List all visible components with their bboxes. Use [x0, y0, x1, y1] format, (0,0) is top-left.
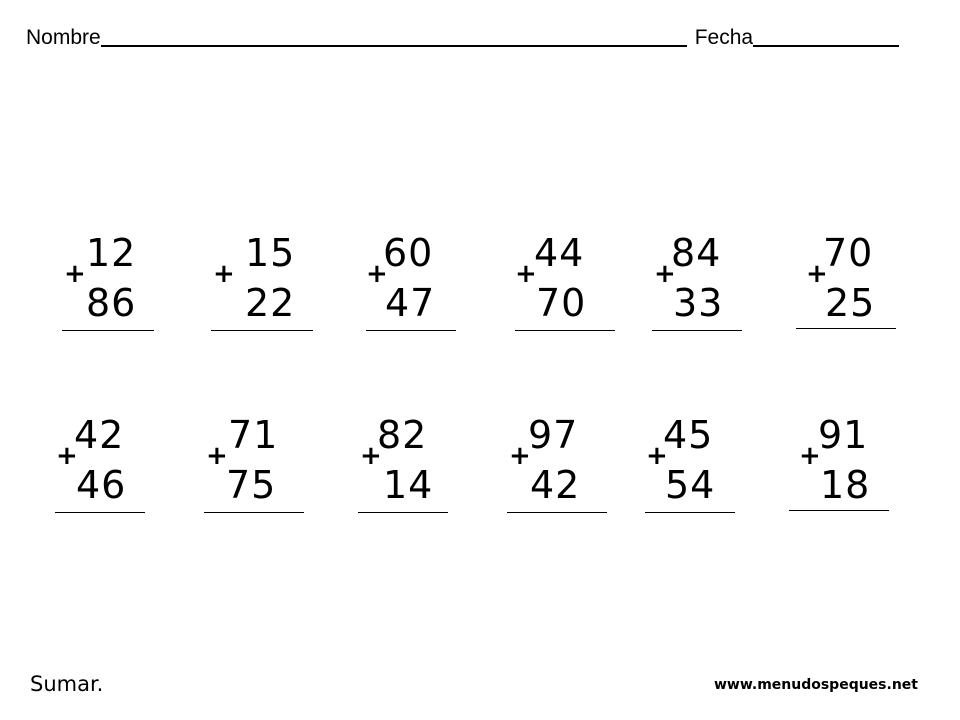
addend-top: 45 — [663, 413, 714, 457]
addition-problem — [206, 415, 316, 525]
plus-sign: + — [366, 259, 388, 289]
addition-problem — [646, 415, 756, 525]
plus-sign: + — [646, 441, 668, 471]
answer-line — [652, 330, 742, 331]
date-blank-line[interactable] — [753, 26, 899, 47]
plus-sign: + — [509, 441, 531, 471]
answer-line — [507, 512, 607, 513]
plus-sign: + — [213, 259, 235, 289]
plus-sign: + — [799, 441, 821, 471]
addition-problem — [515, 233, 625, 343]
addition-problem — [213, 233, 323, 343]
addend-top: 82 — [377, 413, 428, 457]
plus-sign: + — [806, 259, 828, 289]
addend-bottom: 25 — [825, 281, 876, 325]
plus-sign: + — [64, 259, 86, 289]
addend-bottom: 70 — [536, 281, 587, 325]
answer-line — [358, 512, 448, 513]
addition-problem — [56, 415, 166, 525]
instruction-text: Sumar. — [30, 672, 104, 696]
addend-top: 91 — [818, 413, 869, 457]
addend-top: 44 — [534, 231, 585, 275]
addend-bottom: 75 — [226, 463, 277, 507]
plus-sign: + — [56, 441, 78, 471]
addend-top: 71 — [228, 413, 279, 457]
answer-line — [645, 512, 735, 513]
addend-top: 42 — [74, 413, 125, 457]
addition-problem — [366, 233, 476, 343]
addend-top: 84 — [671, 231, 722, 275]
plus-sign: + — [515, 259, 537, 289]
plus-sign: + — [206, 441, 228, 471]
date-label: Fecha — [694, 26, 754, 49]
answer-line — [789, 510, 889, 511]
addend-bottom: 18 — [820, 463, 871, 507]
answer-line — [515, 330, 615, 331]
worksheet-header — [26, 20, 918, 50]
answer-line — [204, 512, 304, 513]
addend-top: 15 — [245, 231, 296, 275]
answer-line — [211, 330, 313, 331]
addend-bottom: 42 — [530, 463, 581, 507]
addend-top: 60 — [383, 231, 434, 275]
website-credit: www.menudospeques.net — [713, 677, 918, 693]
addend-top: 12 — [86, 231, 137, 275]
addition-problem — [654, 233, 764, 343]
answer-line — [62, 330, 154, 331]
plus-sign: + — [360, 441, 382, 471]
addend-bottom: 22 — [245, 281, 296, 325]
addend-bottom: 47 — [385, 281, 436, 325]
addition-problem — [806, 233, 916, 343]
addend-bottom: 54 — [665, 463, 716, 507]
addition-problem — [360, 415, 470, 525]
name-label: Nombre — [26, 26, 101, 49]
addend-bottom: 14 — [383, 463, 434, 507]
addition-problem — [509, 415, 619, 525]
addend-bottom: 46 — [76, 463, 127, 507]
addend-bottom: 86 — [86, 281, 137, 325]
answer-line — [796, 328, 896, 329]
addend-bottom: 33 — [673, 281, 724, 325]
plus-sign: + — [654, 259, 676, 289]
addition-problem — [799, 415, 909, 525]
addend-top: 97 — [528, 413, 579, 457]
addition-problem — [64, 233, 174, 343]
answer-line — [366, 330, 456, 331]
name-blank-line[interactable] — [101, 26, 687, 47]
answer-line — [55, 512, 145, 513]
addend-top: 70 — [823, 231, 874, 275]
